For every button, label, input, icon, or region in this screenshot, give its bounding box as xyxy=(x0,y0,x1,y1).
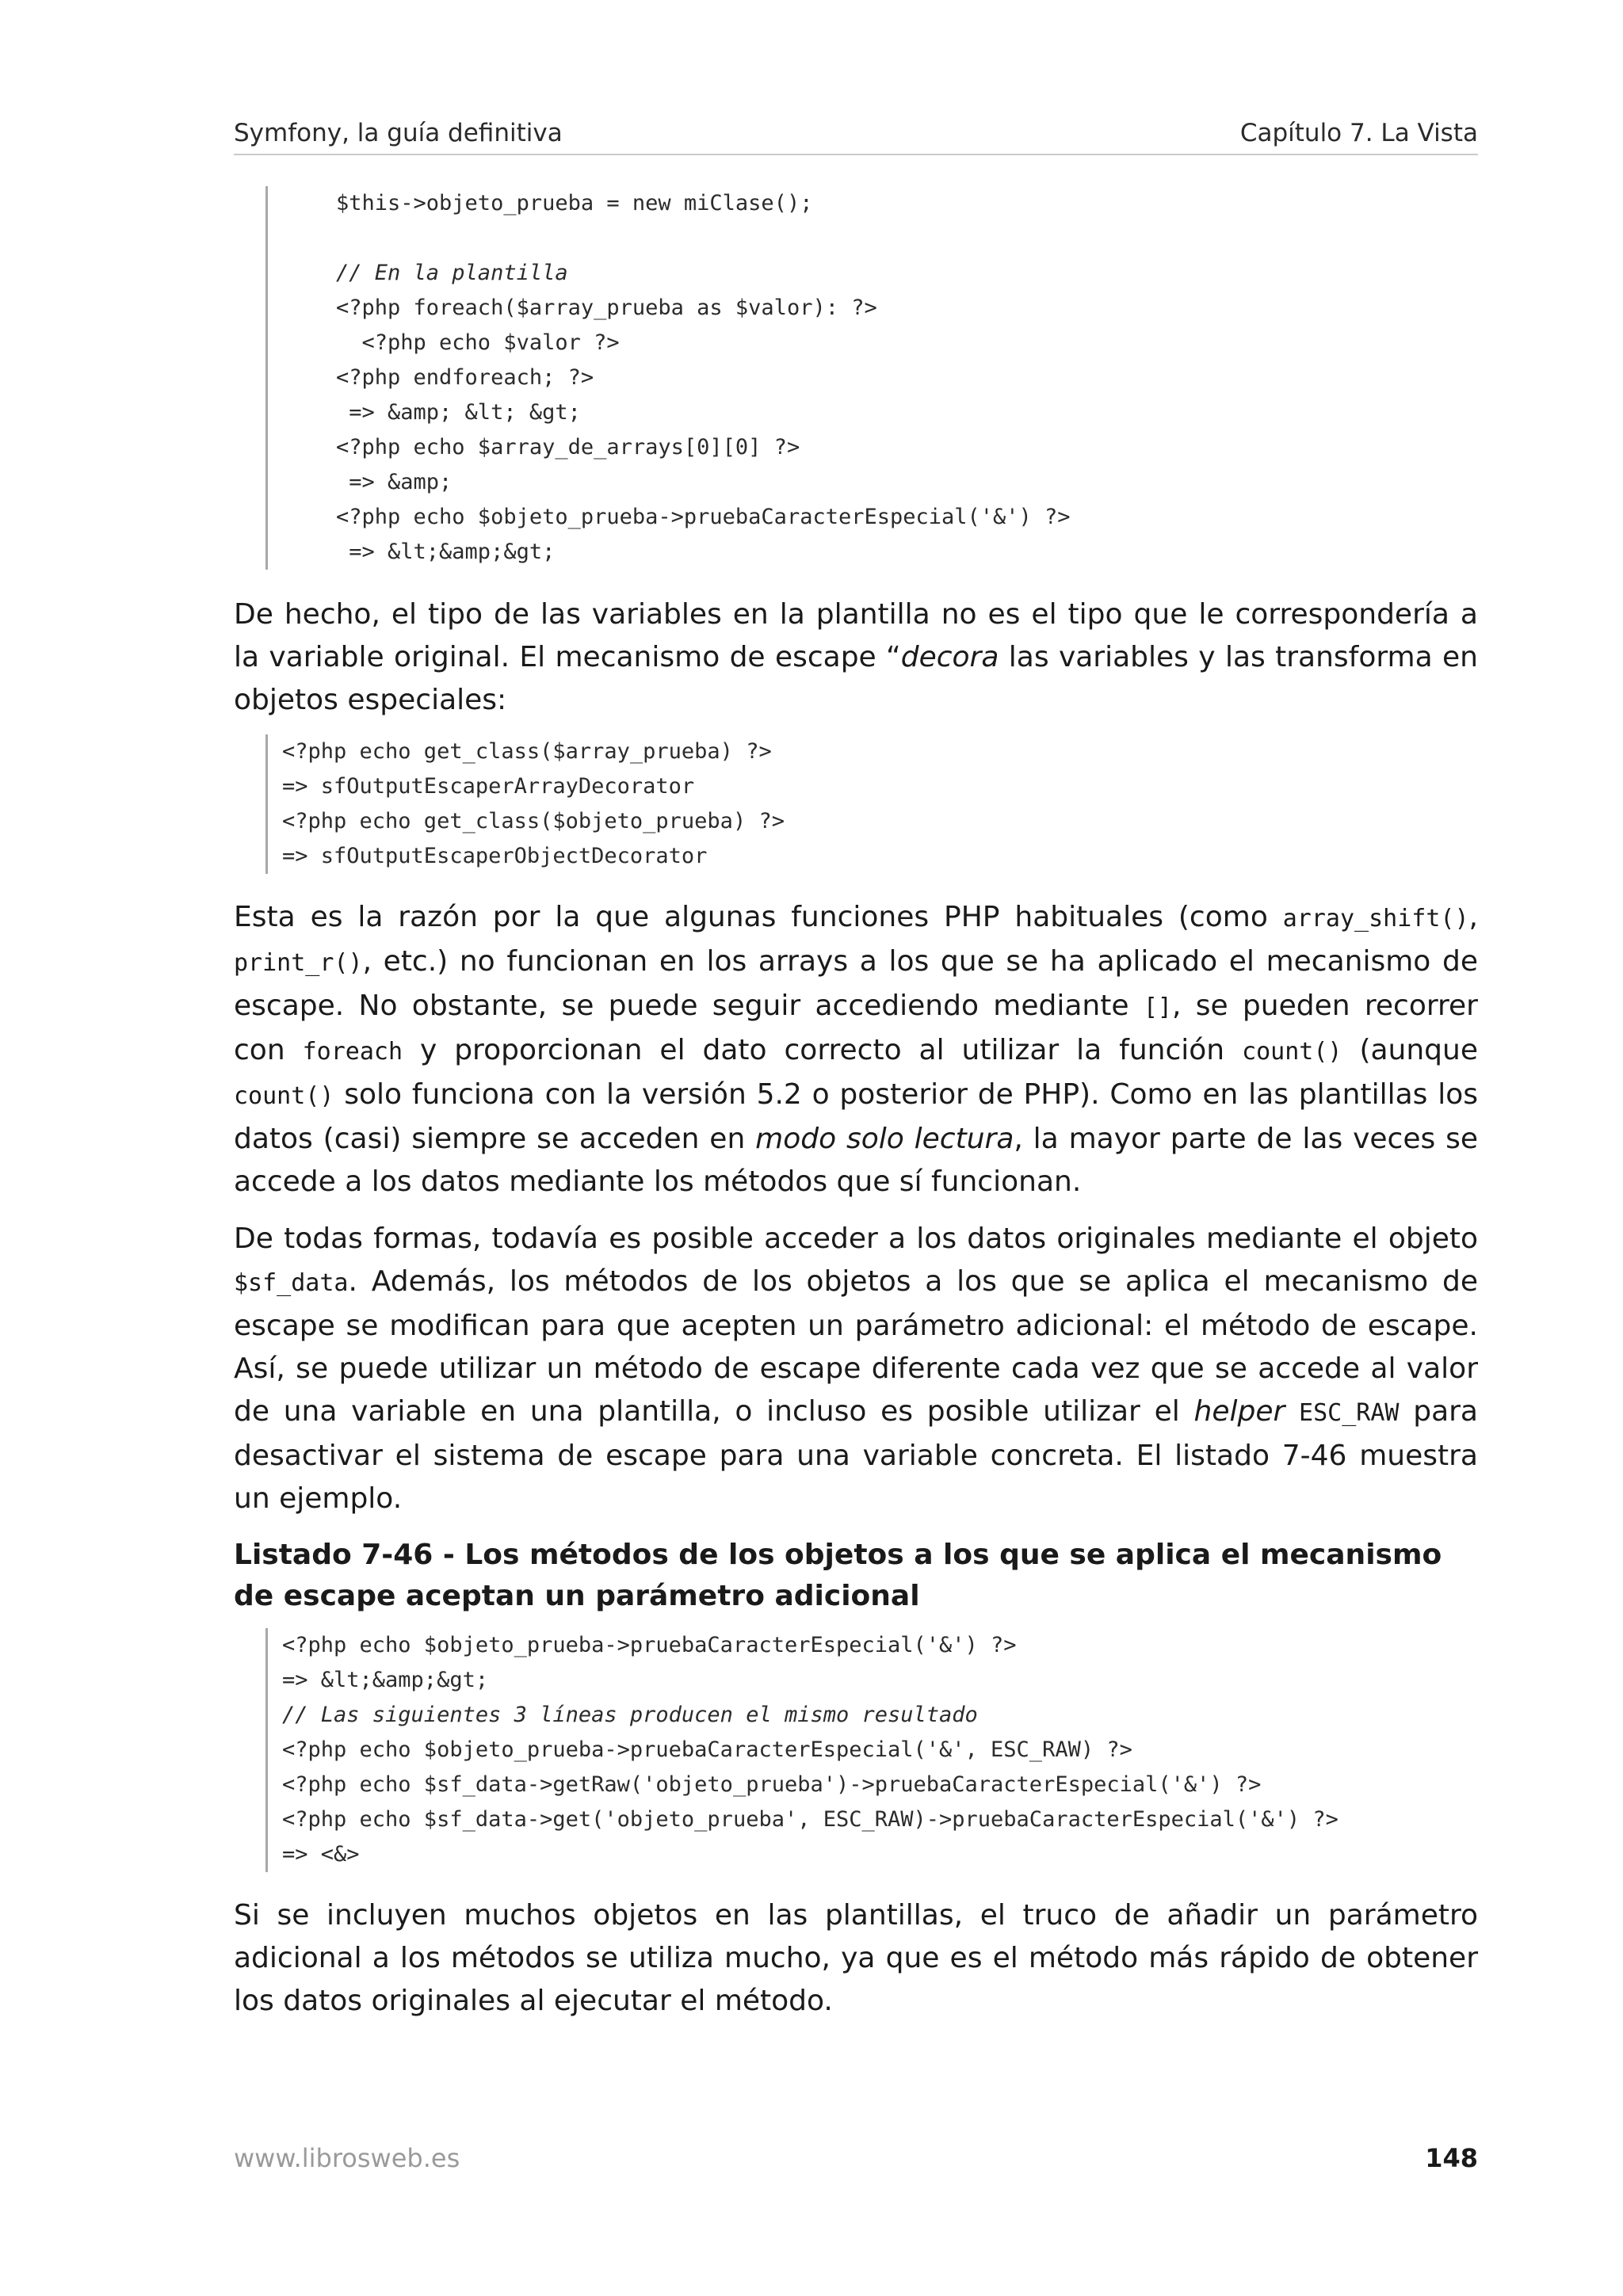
code-line: => &lt;&amp;&gt; xyxy=(282,1668,489,1692)
paragraph-4: Si se incluyen muchos objetos en las plantillas, el truco de añadir un parámetro adicional a los métodos se utiliza mucho, ya que es el método más rápido de obtener los datos originales al ejecutar el método. xyxy=(234,1899,1478,2017)
paragraph-1: De hecho, el tipo de las variables en la plantilla no es el tipo que le correspondería a la variable original. El mecanismo de escape “decora las variables y las transforma en objetos especiales: xyxy=(234,598,1478,716)
code-line: => &lt;&amp;&gt; xyxy=(336,540,556,564)
code-line: // En la plantilla xyxy=(336,261,568,285)
inline-code: array_shift() xyxy=(1282,905,1469,933)
chapter-title: Capítulo 7. La Vista xyxy=(1239,119,1478,147)
inline-code: count() xyxy=(234,1082,334,1110)
code-line: => sfOutputEscaperArrayDecorator xyxy=(282,774,695,799)
inline-code: [] xyxy=(1143,994,1172,1021)
inline-code: foreach xyxy=(302,1038,403,1066)
page-number: 148 xyxy=(1425,2143,1478,2173)
code-line: <?php echo $array_de_arrays[0][0] ?> xyxy=(336,435,800,460)
page xyxy=(234,0,1478,2296)
code-line: <?php echo $sf_data->get('objeto_prueba', ESC_RAW)->pruebaCaracterEspecial('&') ?> xyxy=(282,1807,1338,1832)
code-line: => &amp; &lt; &gt; xyxy=(336,400,581,425)
code-block-3 xyxy=(265,1628,1478,1872)
code-block-1 xyxy=(265,186,1478,570)
code-line: => sfOutputEscaperObjectDecorator xyxy=(282,844,708,868)
paragraph-2: Esta es la razón por la que algunas funciones PHP habituales (como array_shift(), print_r(), etc.) no funcionan en los arrays a los que se ha aplicado el mecanismo de escape. No obstante, se puede seguir accediendo mediante [], se pueden recorrer con foreach y proporcionan el dato correcto al utilizar la función count() (aunque count() solo funciona con la versión 5.2 o posterior de PHP). Como en las plantillas los datos (casi) siempre se acceden en modo solo lectura, la mayor parte de las veces se accede a los datos mediante los métodos que sí funcionan. xyxy=(234,901,1479,1198)
running-header xyxy=(234,119,1478,155)
inline-code: ESC_RAW xyxy=(1299,1399,1400,1427)
inline-code: $sf_data xyxy=(234,1269,349,1297)
code-line: <?php echo $valor ?> xyxy=(336,330,620,355)
listing-caption: Listado 7-46 - Los métodos de los objetos a los que se aplica el mecanismo de escape aceptan un parámetro adicional xyxy=(234,1539,1442,1612)
paragraph-3: De todas formas, todavía es posible acceder a los datos originales mediante el objeto $sf_data. Además, los métodos de los objetos a los que se aplica el mecanismo de escape se modifican para que acepten un parámetro adicional: el método de escape. Así, se puede utilizar un método de escape diferente cada vez que se accede al valor de una variable en una plantilla, o incluso es posible utilizar el helper ESC_RAW para desactivar el sistema de escape para una variable concreta. El listado 7-46 muestra un ejemplo. xyxy=(234,1222,1478,1515)
footer-website: www.librosweb.es xyxy=(234,2143,460,2173)
emphasis-helper: helper xyxy=(1193,1395,1285,1428)
inline-code: count() xyxy=(1242,1038,1342,1066)
code-block-2 xyxy=(265,734,1478,874)
code-line: <?php endforeach; ?> xyxy=(336,365,594,390)
page-footer xyxy=(234,2143,1478,2173)
code-line: <?php echo $objeto_prueba->pruebaCaracterEspecial('&') ?> xyxy=(336,505,1071,529)
emphasis: modo solo lectura xyxy=(755,1123,1014,1155)
code-line: => &amp; xyxy=(336,470,453,494)
code-line xyxy=(336,221,1478,256)
code-line: <?php echo $sf_data->getRaw('objeto_prueba')->pruebaCaracterEspecial('&') ?> xyxy=(282,1772,1262,1797)
code-line: // Las siguientes 3 líneas producen el mismo resultado xyxy=(282,1703,978,1727)
code-line: => <&> xyxy=(282,1842,360,1867)
code-line: $this->objeto_prueba = new miClase(); xyxy=(336,191,813,215)
code-line: <?php echo get_class($objeto_prueba) ?> xyxy=(282,809,785,833)
code-line: <?php foreach($array_prueba as $valor): ?> xyxy=(336,296,877,320)
book-title: Symfony, la guía definitiva xyxy=(234,119,563,147)
emphasis-decora: decora xyxy=(900,641,999,673)
page-content xyxy=(234,186,1478,2023)
code-line: <?php echo $objeto_prueba->pruebaCaracterEspecial('&') ?> xyxy=(282,1633,1017,1657)
inline-code: print_r() xyxy=(234,949,363,977)
code-line: <?php echo $objeto_prueba->pruebaCaracterEspecial('&', ESC_RAW) ?> xyxy=(282,1737,1132,1762)
code-line: <?php echo get_class($array_prueba) ?> xyxy=(282,739,772,764)
